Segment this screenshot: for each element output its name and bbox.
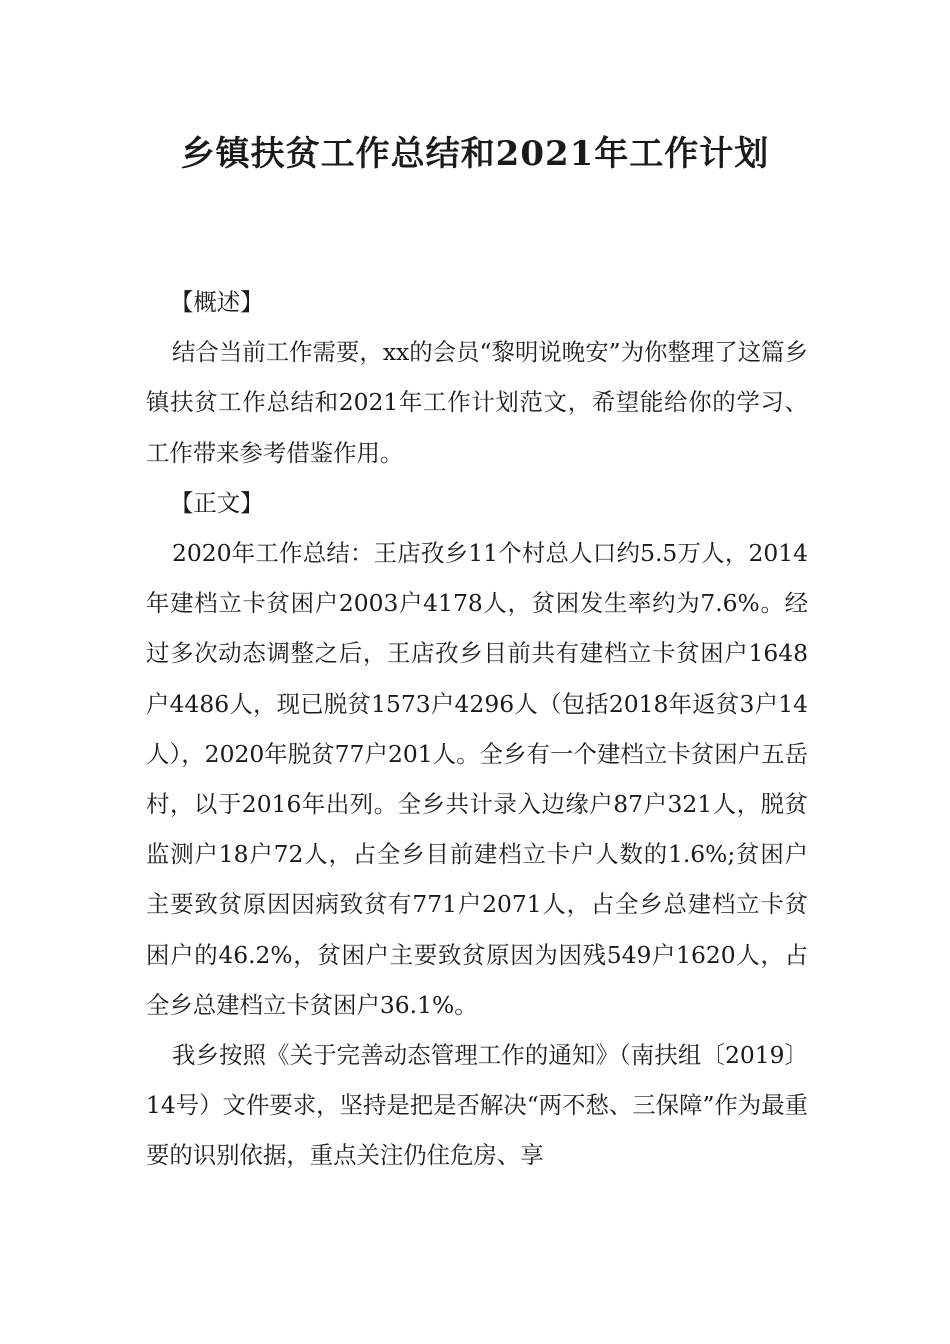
policy-paragraph: 我乡按照《关于完善动态管理工作的通知》（南扶组〔2019〕14号）文件要求，坚持是把是否解决“两不愁、三保障”作为最重要的识别依据，重点关注仍住危房、享 — [146, 1041, 808, 1170]
summary-paragraph: 2020年工作总结：王店孜乡11个村总人口约5.5万人，2014年建档立卡贫困户2003户4178人，贫困发生率约为7.6%。经过多次动态调整之后，王店孜乡目前共有建档立卡贫困户1648户4486人，现已脱贫1573户4296人（包括2018年返贫3户14人），2020年脱贫77户201人。全乡有一个建档立卡贫困户五岳村，以于2016年出列。全乡共计录入边缘户87户321人，脱贫监测户18户72人，占全乡目前建档立卡户人数的1.6%;贫困户主要致贫原因因病致贫有771户2071人，占全乡总建档立卡贫困户的46.2%，贫困户主要致贫原因为因残549户1620人，占全乡总建档立卡贫困户36.1%。 — [146, 539, 808, 1019]
section-heading-main-text: 【正文】 — [170, 488, 264, 517]
section-heading-overview: 【概述】 — [170, 288, 264, 316]
document-title: 乡镇扶贫工作总结和2021年工作计划 — [180, 134, 770, 174]
document-body — [146, 277, 808, 1181]
overview-paragraph: 结合当前工作需要，xx的会员“黎明说晚安”为你整理了这篇乡镇扶贫工作总结和2021年工作计划范文，希望能给你的学习、工作带来参考借鉴作用。 — [146, 338, 808, 467]
